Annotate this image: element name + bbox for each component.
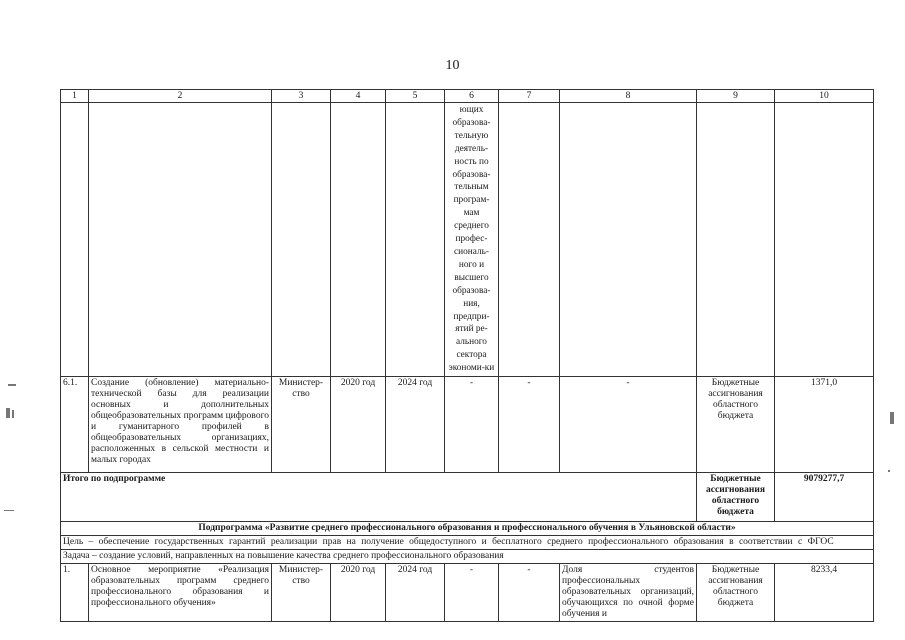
measure-name: Основное мероприятие «Реализация образовательных программ среднего профессионального образования и профессионального обучения» <box>89 564 272 622</box>
subprogram-goal: Цель – обеспечение государственных гарантий реализации прав на получение общедоступного и бесплатного среднего профессионального образования в соответствии с ФГОС <box>61 536 874 550</box>
total-label: Итого по подпрограмме <box>61 473 697 522</box>
col6-value: - <box>445 377 499 473</box>
scan-artifact-mark <box>4 510 14 511</box>
task-row <box>61 550 874 564</box>
cell <box>272 103 331 377</box>
end-year: 2024 год <box>386 564 445 622</box>
subprogram-title: Подпрограмма «Развитие среднего профессионального образования и профессионального обучения в Ульяновской области» <box>61 522 874 536</box>
col-number-3: 3 <box>272 90 331 103</box>
col-number-10: 10 <box>775 90 874 103</box>
cell <box>386 103 445 377</box>
program-table <box>60 89 874 622</box>
cell <box>697 103 775 377</box>
measure-name: Создание (обновление) материально-технической базы для реализации основных и дополнительных общеобразовательных программ цифрового и гуманитарного профилей в общеобразовательных организациях, расположенных в сельской местности и малых городах <box>89 377 272 473</box>
funding-amount: 1371,0 <box>775 377 874 473</box>
col7-value: - <box>499 564 560 622</box>
col6-value: - <box>445 564 499 622</box>
row-6-1 <box>61 377 874 473</box>
indicator-text: Доля студентов профессиональных образовательных организаций, обучающихся по очной форме обучения и <box>560 564 697 622</box>
continued-indicator-text: ющих образова-тельную деятель-ность по образова-тельным програм-мам среднего профес-сиональ-ного и высшего образова-ния, предпри-ятий ре-ального сектора экономи-ки <box>445 103 499 377</box>
subprogram-task: Задача – создание условий, направленных на повышение качества среднего профессионального образования <box>61 550 874 564</box>
funding-source: Бюджетные ассигнования областного бюджета <box>697 564 775 622</box>
scan-artifact-mark <box>12 410 14 418</box>
cell <box>331 103 386 377</box>
row-number: 6.1. <box>61 377 89 473</box>
scan-artifact-mark <box>8 384 16 386</box>
cell <box>775 103 874 377</box>
continued-row <box>61 103 874 377</box>
subprogram-title-row <box>61 522 874 536</box>
cell <box>89 103 272 377</box>
scan-artifact-mark <box>890 412 894 424</box>
end-year: 2024 год <box>386 377 445 473</box>
cell <box>560 103 697 377</box>
start-year: 2020 год <box>331 377 386 473</box>
total-row <box>61 473 874 522</box>
start-year: 2020 год <box>331 564 386 622</box>
scan-artifact-mark <box>6 408 10 418</box>
page-number: 10 <box>445 58 460 73</box>
row-1 <box>61 564 874 622</box>
cell <box>499 103 560 377</box>
col-number-8: 8 <box>560 90 697 103</box>
col-number-6: 6 <box>445 90 499 103</box>
goal-row <box>61 536 874 550</box>
col-number-4: 4 <box>331 90 386 103</box>
col7-value: - <box>499 377 560 473</box>
total-amount: 9079277,7 <box>775 473 874 522</box>
scan-artifact-mark <box>888 470 890 472</box>
funding-amount: 8233,4 <box>775 564 874 622</box>
row-number: 1. <box>61 564 89 622</box>
col8-value: - <box>560 377 697 473</box>
col-number-2: 2 <box>89 90 272 103</box>
col-number-7: 7 <box>499 90 560 103</box>
cell <box>61 103 89 377</box>
executor: Министер-ство <box>272 564 331 622</box>
column-number-row <box>61 90 874 103</box>
executor: Министер-ство <box>272 377 331 473</box>
total-funding-source: Бюджетные ассигнования областного бюджета <box>697 473 775 522</box>
col-number-5: 5 <box>386 90 445 103</box>
col-number-9: 9 <box>697 90 775 103</box>
col-number-1: 1 <box>61 90 89 103</box>
funding-source: Бюджетные ассигнования областного бюджета <box>697 377 775 473</box>
